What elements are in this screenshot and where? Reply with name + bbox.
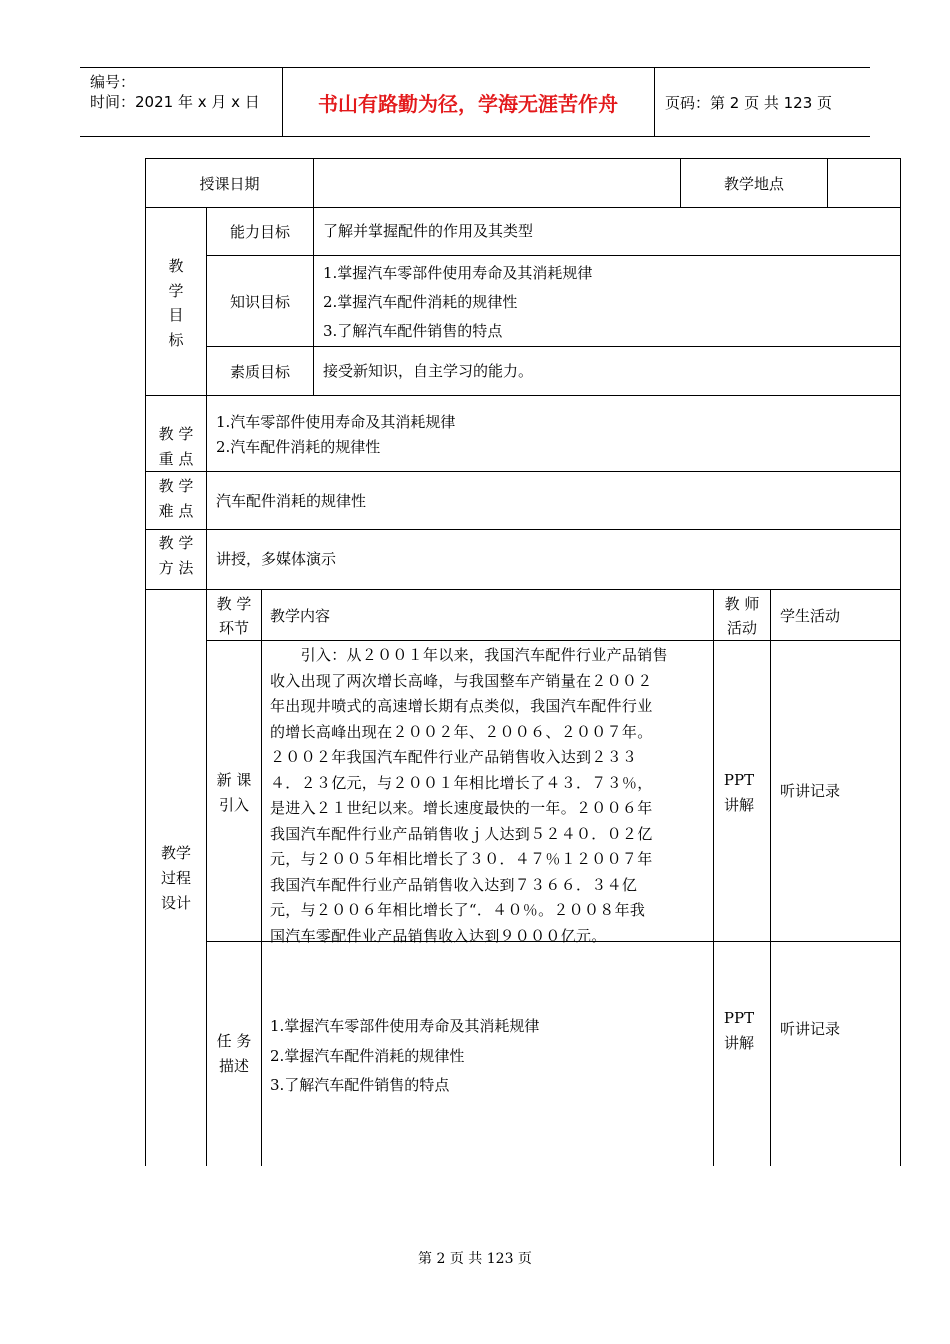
knowledge-list — [323, 259, 592, 346]
col-teacher-header — [714, 592, 770, 640]
task-stage-line: 任 务 — [216, 1032, 252, 1050]
header-divider-1 — [282, 67, 283, 136]
list-item: 2.掌握汽车配件消耗的规律性 — [270, 1046, 465, 1065]
header-motto: 书山有路勤为径，学海无涯苦作舟 — [318, 91, 618, 116]
task-teacher-line: 讲解 — [723, 1034, 754, 1052]
table-border-right — [900, 158, 901, 1166]
list-item: 1.汽车零部件使用寿命及其消耗规律 — [216, 413, 456, 431]
process-label-line: 教学 — [160, 844, 191, 862]
header-bottom-rule — [80, 136, 870, 137]
ability-text: 了解并掌握配件的作用及其类型 — [323, 222, 534, 240]
col-stage-line: 环节 — [218, 619, 249, 637]
list-item: 3.了解汽车配件销售的特点 — [270, 1076, 450, 1094]
difficulty-text: 汽车配件消耗的规律性 — [216, 492, 367, 510]
intro-line: 元，与２００５年相比增长了３０．４７％１２００７年 — [270, 850, 653, 868]
focus-label — [146, 422, 206, 472]
intro-stage — [207, 768, 261, 818]
intro-student: 听讲记录 — [780, 782, 841, 800]
intro-line: 我国汽车配件行业产品销售收入达到７３６６．３４亿 — [270, 875, 638, 894]
task-teacher-line: PPT — [723, 1009, 755, 1027]
table-rule — [145, 395, 901, 396]
process-label-line: 过程 — [160, 869, 191, 887]
table-rule — [770, 589, 771, 1166]
intro-line: 我国汽车配件行业产品销售收ｊ人达到５２４０．０２亿 — [270, 824, 653, 843]
method-label-line: 方 法 — [158, 559, 194, 577]
intro-line: 的增长高峰出现在２００２年、２００６、２００７年。 — [270, 722, 653, 741]
difficulty-label — [146, 474, 206, 524]
method-text: 讲授，多媒体演示 — [216, 550, 337, 568]
focus-label-line: 教 学 — [158, 425, 194, 443]
place-value — [828, 159, 900, 207]
objectives-label-char: 学 — [168, 281, 184, 300]
method-label — [146, 531, 206, 581]
place-label: 教学地点 — [723, 174, 784, 193]
objectives-label-char: 教 — [168, 257, 184, 275]
intro-line: 元，与２００６年相比增长了“．４０％。２００８年我 — [270, 901, 646, 919]
table-rule — [145, 471, 901, 472]
header-page-info: 页码：第 2 页 共 123 页 — [665, 94, 833, 112]
intro-paragraph — [270, 643, 710, 949]
objectives-label-char: 标 — [168, 330, 184, 349]
list-item: 3.了解汽车配件销售的特点 — [323, 322, 503, 340]
list-item: 2.汽车配件消耗的规律性 — [216, 438, 381, 456]
col-teacher-line: 教 师 — [724, 595, 760, 613]
quality-text: 接受新知识，自主学习的能力。 — [323, 362, 534, 380]
table-rule — [206, 589, 207, 1166]
intro-stage-line: 引入 — [218, 796, 249, 814]
difficulty-label-line: 教 学 — [158, 477, 194, 495]
intro-line: 是进入２１世纪以来。增长速度最快的一年。２００６年 — [270, 799, 653, 817]
col-teacher-line: 活动 — [726, 619, 757, 637]
header-time: 时间：2021 年 x 月 x 日 — [90, 93, 260, 111]
focus-label-line: 重 点 — [158, 450, 194, 468]
method-label-line: 教 学 — [158, 534, 194, 552]
list-item: 2.掌握汽车配件消耗的规律性 — [323, 293, 518, 311]
task-stage — [207, 1029, 261, 1079]
process-label-line: 设计 — [160, 894, 191, 912]
ability-label: 能力目标 — [229, 223, 290, 241]
date-value — [314, 159, 680, 207]
page-footer: 第 2 页 共 123 页 — [418, 1251, 532, 1267]
table-rule — [145, 529, 901, 530]
knowledge-label: 知识目标 — [229, 292, 290, 311]
intro-teacher-line: PPT — [723, 771, 755, 789]
intro-line: 国汽车零配件业产品销售收入达到９０００亿元。 — [270, 926, 607, 945]
table-rule — [206, 395, 207, 589]
intro-line: ２００２年我国汽车配件行业产品销售收入达到２３３ — [270, 748, 638, 766]
col-stage-line: 教 学 — [216, 595, 252, 613]
date-label: 授课日期 — [199, 174, 260, 193]
task-student: 听讲记录 — [780, 1020, 841, 1038]
intro-line: ４．２３亿元，与２００１年相比增长了４３．７３％， — [270, 773, 653, 792]
task-teacher — [714, 1006, 764, 1056]
difficulty-label-line: 难 点 — [158, 502, 194, 520]
objectives-label — [146, 254, 206, 352]
col-student-header: 学生活动 — [780, 607, 841, 625]
intro-teacher — [714, 768, 764, 818]
list-item: 1.掌握汽车零部件使用寿命及其消耗规律 — [323, 264, 593, 282]
list-item: 1.掌握汽车零部件使用寿命及其消耗规律 — [270, 1017, 540, 1035]
objectives-label-char: 目 — [168, 306, 184, 324]
table-rule — [713, 589, 714, 1166]
table-rule — [145, 589, 901, 590]
intro-teacher-line: 讲解 — [723, 796, 754, 814]
col-stage-header — [207, 592, 261, 640]
header-divider-2 — [654, 67, 655, 136]
header-number-label: 编号： — [90, 73, 136, 91]
table-rule — [261, 589, 262, 1166]
col-content-header: 教学内容 — [270, 607, 331, 625]
table-rule — [313, 207, 314, 395]
intro-line: 年出现井喷式的高速增长期有点类似，我国汽车配件行业 — [270, 697, 653, 715]
intro-line: 收入出现了两次增长高峰，与我国整车产销量在２００２ — [270, 671, 653, 690]
process-label — [146, 841, 206, 916]
task-stage-line: 描述 — [218, 1057, 249, 1075]
quality-label: 素质目标 — [229, 362, 290, 381]
intro-line: 引入：从２００１年以来，我国汽车配件行业产品销售 — [270, 646, 668, 664]
header-info — [90, 72, 260, 112]
table-rule — [206, 640, 901, 641]
intro-stage-line: 新 课 — [216, 771, 252, 789]
task-list — [270, 1012, 539, 1101]
focus-list — [216, 410, 455, 460]
objectives-label-text — [146, 254, 206, 352]
